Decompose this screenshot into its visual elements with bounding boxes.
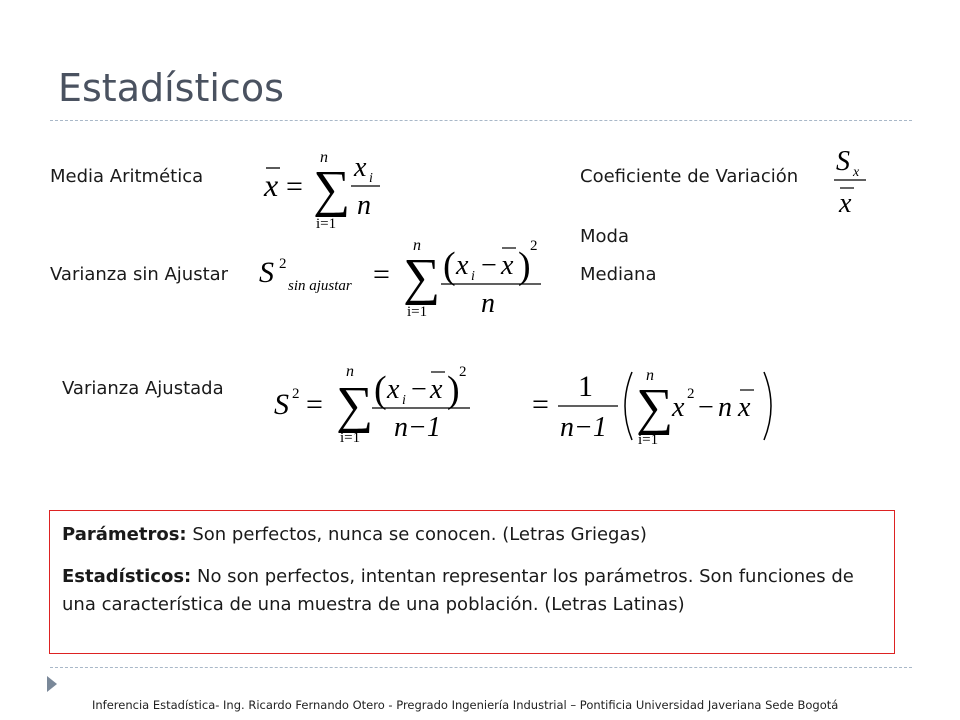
- svg-text:x: x: [456, 250, 469, 281]
- label-varianza-ajustada: Varianza Ajustada: [62, 378, 224, 399]
- svg-text:): ): [518, 245, 531, 287]
- svg-text:=: =: [373, 258, 390, 291]
- definitions-box: [49, 510, 895, 654]
- paren-left-icon: [625, 372, 632, 440]
- svg-text:x: x: [264, 167, 279, 203]
- svg-text:2: 2: [530, 238, 538, 254]
- svg-text:i=1: i=1: [340, 430, 361, 446]
- svg-text:x: x: [853, 165, 860, 180]
- svg-text:n: n: [481, 288, 495, 319]
- label-varianza-sin-ajustar: Varianza sin Ajustar: [50, 264, 229, 285]
- sigma-icon: ∑: [403, 249, 441, 306]
- estadisticos-paragraph: [62, 563, 882, 619]
- parametros-term: Parámetros:: [62, 524, 187, 545]
- formula-varianza-sin-ajustar: [255, 232, 545, 322]
- svg-text:sin ajustar: sin ajustar: [288, 278, 352, 294]
- estadisticos-term: Estadísticos:: [62, 566, 192, 587]
- formula-media: [258, 142, 388, 232]
- sigma-icon: ∑: [313, 161, 351, 218]
- svg-text:1: 1: [578, 370, 593, 403]
- title-divider: [50, 120, 912, 121]
- formula-varianza-ajustada-alt: [528, 358, 778, 448]
- footer-text: Inferencia Estadística- Ing. Ricardo Fernando Otero - Pregrado Ingeniería Industrial – Pontificia Universidad Javeriana Sede Bogotá: [92, 698, 839, 712]
- svg-text:S: S: [259, 256, 274, 289]
- svg-text:−: −: [698, 392, 714, 423]
- svg-text:i=1: i=1: [316, 216, 337, 232]
- svg-text:2: 2: [292, 386, 300, 402]
- footer-divider: [50, 667, 912, 668]
- svg-text:i: i: [402, 393, 406, 408]
- svg-text:x: x: [672, 392, 685, 423]
- paren-right-icon: [764, 372, 771, 440]
- svg-text:=: =: [532, 388, 549, 421]
- svg-text:i=1: i=1: [407, 304, 428, 320]
- label-mediana: Mediana: [580, 264, 657, 285]
- formula-varianza-ajustada: [270, 358, 480, 448]
- svg-text:i: i: [369, 171, 373, 186]
- formula-coef-variacion: [832, 142, 872, 222]
- triangle-bullet-icon: [47, 676, 57, 692]
- label-moda: Moda: [580, 226, 629, 247]
- parametros-text: Son perfectos, nunca se conocen. (Letras Griegas): [186, 524, 647, 545]
- svg-text:2: 2: [279, 256, 287, 272]
- svg-text:2: 2: [459, 364, 467, 380]
- svg-text:n: n: [413, 237, 421, 254]
- svg-text:x: x: [839, 188, 852, 219]
- svg-text:n: n: [718, 392, 732, 423]
- svg-text:i=1: i=1: [638, 432, 659, 448]
- svg-text:x: x: [738, 392, 751, 423]
- svg-text:x: x: [354, 152, 367, 183]
- slide-title: Estadísticos: [58, 66, 284, 110]
- svg-text:(: (: [443, 245, 456, 287]
- svg-text:−: −: [411, 374, 427, 405]
- svg-text:n−1: n−1: [560, 412, 607, 443]
- svg-text:=: =: [306, 388, 323, 421]
- svg-text:x: x: [387, 374, 400, 405]
- svg-text:n−1: n−1: [394, 412, 441, 443]
- svg-text:): ): [447, 369, 460, 411]
- svg-text:n: n: [357, 190, 371, 221]
- svg-text:S: S: [274, 388, 289, 421]
- sigma-icon: ∑: [336, 377, 374, 434]
- svg-text:=: =: [286, 170, 303, 203]
- svg-text:2: 2: [687, 386, 695, 402]
- svg-text:i: i: [471, 269, 475, 284]
- label-media: Media Aritmética: [50, 166, 204, 187]
- label-coef-variacion: Coeficiente de Variación: [580, 166, 799, 187]
- svg-text:x: x: [430, 374, 443, 405]
- svg-text:x: x: [501, 250, 514, 281]
- svg-text:n: n: [646, 367, 654, 384]
- svg-text:n: n: [346, 363, 354, 380]
- svg-text:(: (: [374, 369, 387, 411]
- sigma-icon: ∑: [636, 379, 674, 436]
- parametros-paragraph: [62, 521, 882, 549]
- svg-text:n: n: [320, 149, 328, 166]
- svg-text:S: S: [836, 146, 850, 177]
- estadisticos-text: No son perfectos, intentan representar los parámetros. Son funciones de una característica de una muestra de una población. (Letras Latinas): [62, 566, 854, 615]
- svg-text:−: −: [481, 250, 497, 281]
